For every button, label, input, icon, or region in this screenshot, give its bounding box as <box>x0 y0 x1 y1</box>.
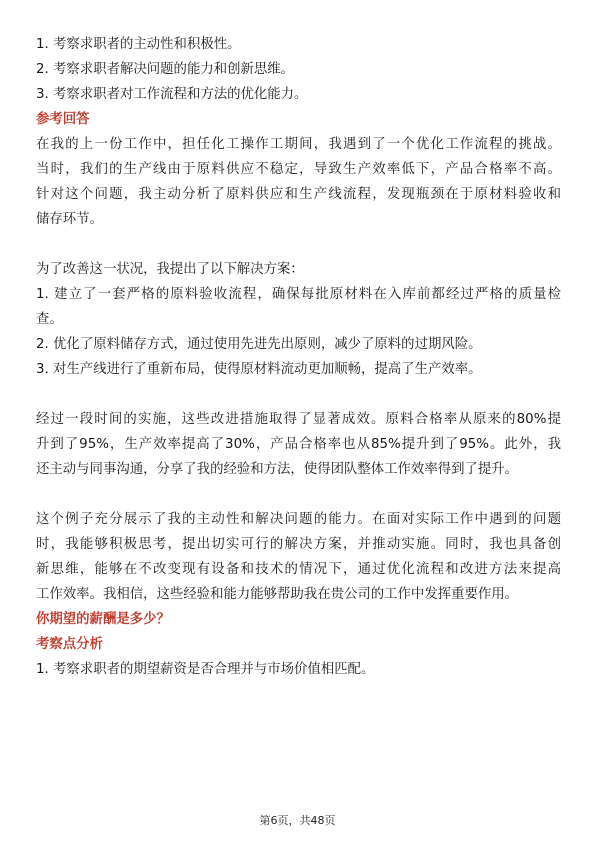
criteria-item: 1. 考察求职者的主动性和积极性。 <box>36 37 241 52</box>
question-heading: 你期望的薪酬是多少？ <box>36 612 170 627</box>
answer-paragraph-4 <box>36 507 561 607</box>
text-line: 为了改善这一状况，我提出了以下解决方案： <box>36 262 304 277</box>
analysis-item: 1. 考察求职者的期望薪资是否合理并与市场价值相匹配。 <box>36 662 375 677</box>
page-content <box>36 32 561 682</box>
criteria-item: 3. 考察求职者对工作流程和方法的优化能力。 <box>36 87 308 102</box>
answer-paragraph-1 <box>36 132 561 232</box>
analysis-list <box>36 657 561 682</box>
analysis-heading: 考察点分析 <box>36 637 103 652</box>
text-line: 这个例子充分展示了我的主动性和解决问题的能力。在面对实际工作中遇到的问题 <box>36 512 561 527</box>
text-line: 储存环节。 <box>36 212 103 227</box>
criteria-list <box>36 32 561 107</box>
solution-item: 2. 优化了原料储存方式，通过使用先进先出原则，减少了原料的过期风险。 <box>36 337 482 352</box>
solution-item-continued: 查。 <box>36 312 63 327</box>
page-footer: 第6页，共48页 <box>259 814 336 827</box>
answer-paragraph-3 <box>36 407 561 482</box>
text-line: 新思维，能够在不改变现有设备和技术的情况下，通过优化流程和改进方法来提高 <box>36 562 561 577</box>
text-line: 经过一段时间的实施，这些改进措施取得了显著成效。原料合格率从原来的80%提 <box>36 412 561 427</box>
criteria-item: 2. 考察求职者解决问题的能力和创新思维。 <box>36 62 295 77</box>
text-line: 在我的上一份工作中，担任化工操作工期间，我遇到了一个优化工作流程的挑战。 <box>36 137 561 152</box>
text-line: 工作效率。我相信，这些经验和能力能够帮助我在贵公司的工作中发挥重要作用。 <box>36 587 519 602</box>
answer-paragraph-2 <box>36 257 561 382</box>
answer-heading: 参考回答 <box>36 112 90 127</box>
text-line: 当时，我们的生产线由于原料供应不稳定，导致生产效率低下，产品合格率不高。 <box>36 162 561 177</box>
text-line: 升到了95%，生产效率提高了30%，产品合格率也从85%提升到了95%。此外，我 <box>36 437 561 452</box>
text-line: 还主动与同事沟通，分享了我的经验和方法，使得团队整体工作效率得到了提升。 <box>36 462 519 477</box>
solution-item: 3. 对生产线进行了重新布局，使得原材料流动更加顺畅，提高了生产效率。 <box>36 362 482 377</box>
text-line: 针对这个问题，我主动分析了原料供应和生产线流程，发现瓶颈在于原材料验收和 <box>36 187 561 202</box>
text-line: 时，我能够积极思考，提出切实可行的解决方案，并推动实施。同时，我也具备创 <box>36 537 561 552</box>
solution-item: 1. 建立了一套严格的原料验收流程，确保每批原材料在入库前都经过严格的质量检 <box>36 287 561 302</box>
